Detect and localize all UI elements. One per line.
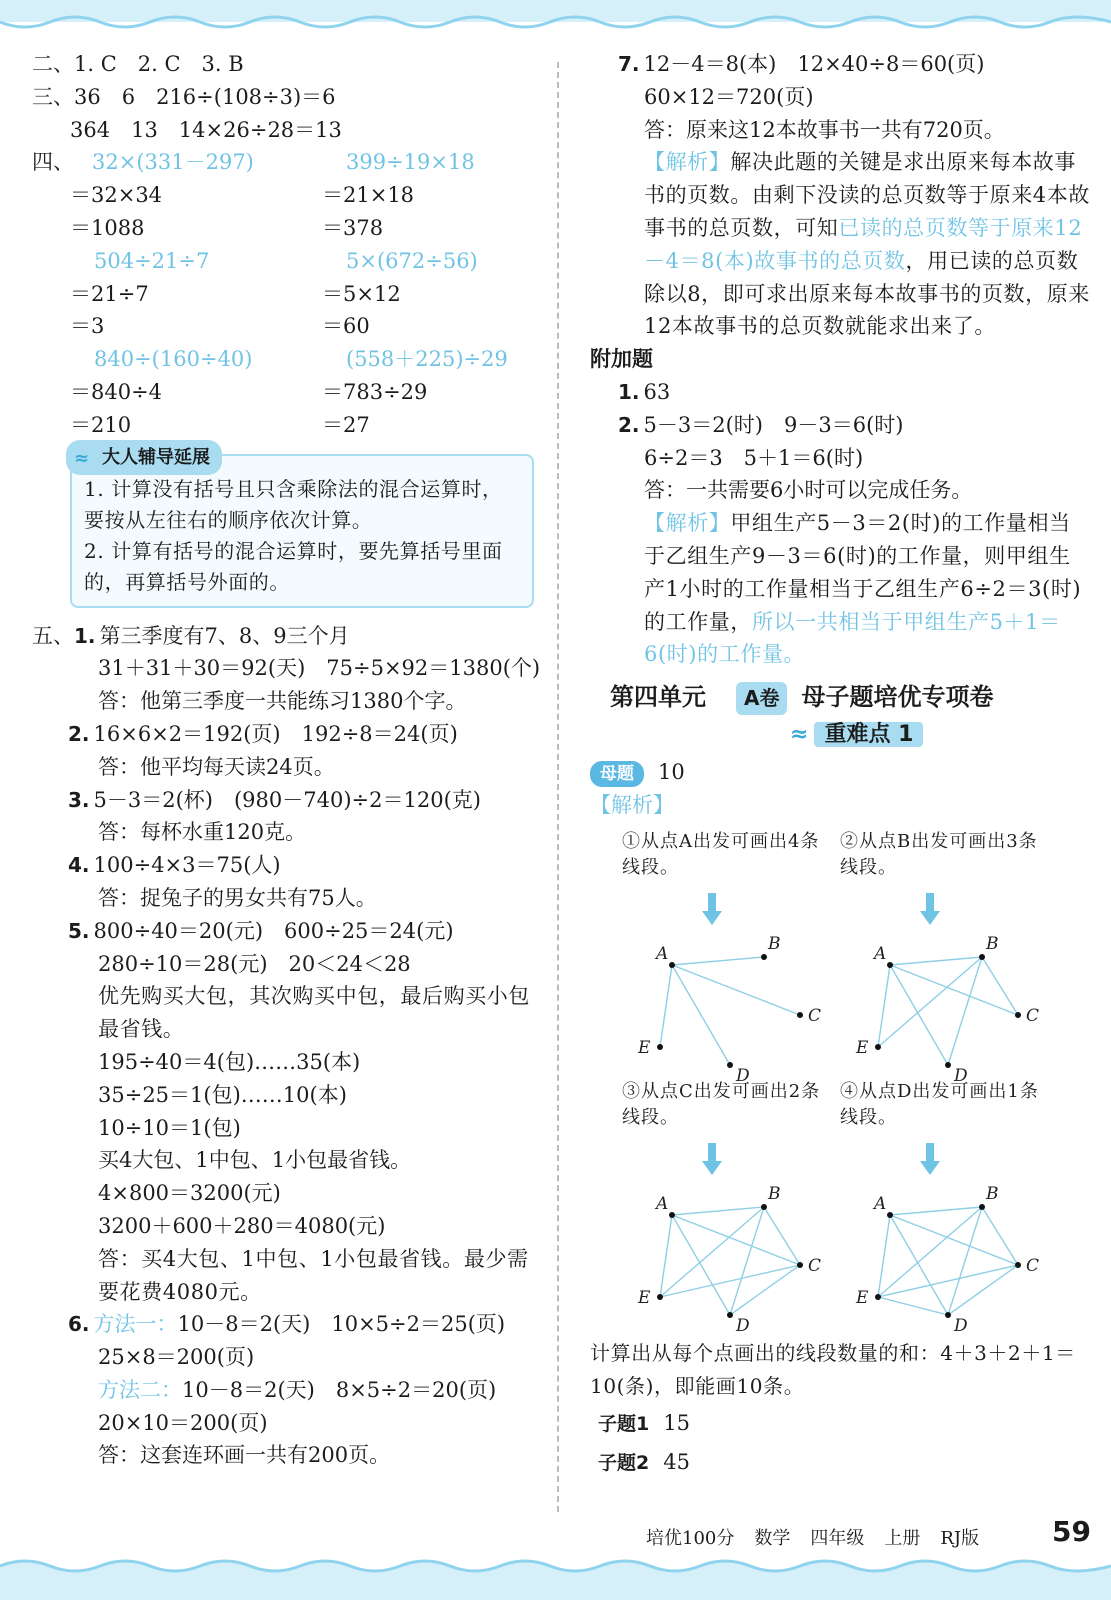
segment-AD: [672, 965, 730, 1065]
down-arrow-icon: [702, 1143, 722, 1177]
calc-d-step: ＝5×12: [322, 281, 401, 306]
graph-from-b: [848, 934, 1048, 1087]
unit-header: [610, 681, 1090, 715]
point-e: [875, 1044, 881, 1050]
section-3-line-1: 三、36 6 216÷(108÷3)＝6: [32, 84, 336, 109]
q7-answer: 答：原来这12本故事书一共有720页。: [644, 117, 1005, 142]
calc-a-step: ＝32×34: [70, 183, 163, 208]
line-segment-diagrams: [590, 827, 1090, 1337]
section-4-calculations: [32, 146, 542, 441]
calc-a-expression: 32×(331－297): [92, 150, 254, 175]
point-a: [887, 1212, 893, 1218]
step-1-text: ①从点A出发可画出4条线段。: [622, 831, 820, 879]
parent-tip-1: 1. 计算没有括号且只含乘除法的混合运算时，要按从左往右的顺序依次计算。: [84, 476, 503, 532]
calc-e-expression: 840÷(160÷40): [94, 347, 253, 372]
segment-DE: [878, 1297, 948, 1315]
point-label-e: E: [638, 1038, 651, 1059]
q7-analysis-tag: 【解析】: [644, 150, 731, 175]
point-c: [797, 1012, 803, 1018]
calc-c-expression: 504÷21÷7: [94, 248, 210, 273]
segment-CE: [660, 1265, 800, 1297]
mother-summary: 计算出从每个点画出的线段数量的和：4＋3＋2＋1＝10(条)，即能画10条。: [590, 1341, 1076, 1399]
extra-2-analysis: 【解析】甲组生产5－3＝2(时)的工作量相当于乙组生产9－3＝6(时)的工作量，则甲组生产1小时的工作量相当于乙组生产6÷2＝3(时)的工作量，所以一共相当于甲组生产5＋1＝6(时)的工作量。: [644, 511, 1082, 667]
segment-BC: [982, 1207, 1018, 1265]
q5-line-8: 4×800＝3200(元): [98, 1181, 281, 1206]
calc-a-result: ＝1088: [70, 215, 145, 240]
extra-2-answer: 答：一共需要6小时可以完成任务。: [644, 478, 973, 503]
point-d: [945, 1062, 951, 1068]
q5-answer: 答：买4大包、1中包、1小包最省钱。最少需要花费4080元。: [98, 1246, 529, 1304]
q5-line-6: 10÷10＝1(包): [98, 1115, 241, 1140]
extra-2-line-2: 6÷2＝3 5＋1＝6(时): [644, 445, 864, 470]
step-4-text: ④从点D出发可画出1条线段。: [840, 1081, 1039, 1129]
q4-answer: 答：捉兔子的男女共有75人。: [98, 885, 377, 910]
point-b: [979, 954, 985, 960]
point-label-a: A: [874, 944, 887, 965]
extra-heading: 附加题: [590, 347, 653, 372]
column-divider: [557, 62, 559, 1512]
point-label-c: C: [1026, 1006, 1040, 1027]
sub-question-1-answer: 15: [663, 1411, 690, 1436]
q5-line-3: 优先购买大包，其次购买中包，最后购买小包最省钱。: [98, 984, 530, 1042]
q1-line-1: 第三季度有7、8、9三个月: [99, 623, 350, 648]
point-e: [875, 1294, 881, 1300]
point-label-d: D: [954, 1066, 968, 1087]
calc-b-result: ＝378: [322, 215, 384, 240]
graph-from-a: [630, 934, 830, 1087]
footer-subject: 数学: [754, 1528, 791, 1549]
q7-analysis-highlight: 已读的总页数等于原来12－4＝8(本)故事书的总页数: [644, 215, 1083, 273]
point-c: [797, 1262, 803, 1268]
point-label-e: E: [856, 1288, 869, 1309]
point-b: [761, 1204, 767, 1210]
extra-2-analysis-highlight: 所以一共相当于甲组生产5＋1＝6(时)的工作量。: [644, 609, 1061, 667]
q6-line-3: 10－8＝2(天) 8×5÷2＝20(页): [182, 1377, 497, 1402]
segment-AC: [890, 1215, 1018, 1265]
q6-method-1: 方法一：: [93, 1312, 178, 1337]
graph-from-c: [630, 1184, 830, 1337]
point-label-b: B: [986, 1184, 999, 1205]
extra-2-line-1: 5－3＝2(时) 9－3＝6(时): [643, 412, 904, 437]
wave-icon: ≈: [74, 447, 90, 469]
unit-subtitle: 母子题培优专项卷: [801, 683, 994, 712]
sub-question-1-label: 子题1: [598, 1413, 650, 1436]
segment-AB: [672, 957, 764, 965]
point-label-d: D: [954, 1316, 968, 1337]
segment-AB: [890, 1207, 982, 1215]
point-label-d: D: [736, 1066, 750, 1087]
segment-AE: [878, 1215, 890, 1297]
parent-tips-box: [70, 446, 534, 608]
q7-analysis: 【解析】解决此题的关键是求出原来每本故事书的页数。由剩下没读的总页数等于原来4本故事书的总页数，可知已读的总页数等于原来12－4＝8(本)故事书的总页数，用已读的总页数除以8，即可求出原来每本故事书的页数，原来12本故事书的总页数就能求出来了。: [644, 150, 1090, 339]
extra-1-answer: 63: [643, 379, 671, 404]
down-arrow-icon: [702, 893, 722, 927]
q1-answer: 答：他第三季度一共能练习1380个字。: [98, 689, 467, 714]
segment-AC: [890, 965, 1018, 1015]
point-label-e: E: [856, 1038, 869, 1059]
segment-AC: [672, 1215, 800, 1265]
point-label-a: A: [874, 1194, 887, 1215]
segment-AB: [672, 1207, 764, 1215]
sub-question-2-label: 子题2: [598, 1452, 650, 1475]
graph-from-d: [848, 1184, 1048, 1337]
q2-answer: 答：他平均每天读24页。: [98, 754, 335, 779]
left-column: 二、1. C 2. C 3. B 三、36 6 216÷(108÷3)＝6 364 13 14×26÷28＝13 四、 32×(331－297) ＝32×34 ＝1088 504÷21÷7 ＝21÷7 ＝3 840÷(160÷40) ＝840÷4 ＝210 399÷19×18 ＝21×18 ＝378 5×(672÷56) ＝5×12 ＝60 (558＋225)÷29 ＝783÷29 ＝27 ≈ 大人辅导延展 1. 计算没有括号且只含乘除法的混合运算时，要按从左往右的顺序依次计算。 2. 计算有括号的混合运算时，要先算括号里面的，再算括号外面的。 五、1. 第三季度有7、8、9三个月 31＋31＋30＝92(天) 75÷5×92＝1380(个) 答：他第三季度一共能练习1380个字。 2. 16×6×2＝192(页) 192÷8＝24(页) 答：他平均每天读24页。 3. 5－3＝2(杯) (980－740)÷2＝120(克) 答：每杯水重120克。 4. 100÷4×3＝75(人) 答：捉兔子的男女共有75人。 5. 800÷40＝20(元) 600÷25＝24(元) 280÷10＝28(元) 20＜24＜28 优先购买大包，其次购买中包，最后购买小包最省钱。 195÷40＝4(包)……35(本) 35÷25＝1(包)……10(本) 10÷10＝1(包) 买4大包、1中包、1小包最省钱。 4×800＝3200(元) 3200＋600＋280＝4080(元) 答：买4大包、1中包、1小包最省钱。最少需要花费4080元。 6. 方法一：10－8＝2(天) 10×5÷2＝25(页) 25×8＝200(页) 方法二：10－8＝2(天) 8×5÷2＝20(页) 20×10＝200(页) 答：这套连环画一共有200页。: [32, 48, 542, 1472]
calc-f-expression: (558＋225)÷29: [346, 347, 508, 372]
q5-line-5: 35÷25＝1(包)……10(本): [98, 1082, 347, 1107]
section-3-line-2: 364 13 14×26÷28＝13: [70, 117, 342, 142]
calc-f-step: ＝783÷29: [322, 379, 428, 404]
q6-line-2: 25×8＝200(页): [98, 1345, 255, 1370]
q6-line-4: 20×10＝200(页): [98, 1410, 268, 1435]
segment-BD: [948, 957, 982, 1065]
point-label-c: C: [808, 1256, 822, 1277]
unit-title: 第四单元: [610, 683, 706, 712]
segment-BC: [764, 1207, 800, 1265]
footer-grade: 四年级: [810, 1528, 865, 1549]
segment-AD: [890, 965, 948, 1065]
mother-question-tag: 母题: [590, 761, 644, 787]
point-label-c: C: [808, 1006, 822, 1027]
calc-c-result: ＝3: [70, 314, 105, 339]
segment-BD: [730, 1207, 764, 1315]
calc-b-expression: 399÷19×18: [346, 150, 475, 175]
q6-line-1: 10－8＝2(天) 10×5÷2＝25(页): [177, 1312, 506, 1337]
q3-answer: 答：每杯水重120克。: [98, 820, 307, 845]
point-c: [1015, 1012, 1021, 1018]
point-d: [727, 1062, 733, 1068]
parent-tips-title: ≈ 大人辅导延展: [66, 440, 222, 475]
point-label-c: C: [1026, 1256, 1040, 1277]
point-label-d: D: [736, 1316, 750, 1337]
calc-b-step: ＝21×18: [322, 183, 415, 208]
point-a: [669, 1212, 675, 1218]
section-2-answers: 二、1. C 2. C 3. B: [32, 52, 244, 76]
segment-AB: [890, 957, 982, 965]
parent-tip-2: 2. 计算有括号的混合运算时，要先算括号里面的，再算括号外面的。: [84, 538, 503, 594]
footer-book: 培优100分: [646, 1528, 735, 1549]
right-column: 7. 12－4＝8(本) 12×40÷8＝60(页) 60×12＝720(页) 答：原来这12本故事书一共有720页。 【解析】解决此题的关键是求出原来每本故事书的页数。由剩下没读的总页数等于原来4本故事书的总页数，可知已读的总页数等于原来12－4＝8(本)故事书的总页数，用已读的总页数除以8，即可求出原来每本故事书的页数，原来12本故事书的总页数就能求出来了。 附加题 1. 63 2. 5－3＝2(时) 9－3＝6(时) 6÷2＝3 5＋1＝6(时) 答：一共需要6小时可以完成任务。 【解析】甲组生产5－3＝2(时)的工作量相当于乙组生产9－3＝6(时)的工作量，则甲组生产1小时的工作量相当于乙组生产6÷2＝3(时)的工作量，所以一共相当于甲组生产5＋1＝6(时)的工作量。 第四单元 A卷 母子题培优专项卷 ≈ 重难点 1 母题 10 【解析】 ①从点A出发可画出4条线段。 ②从点B出发可画出3条线段。 A B C D E A B C D E ③从点C出发可画出2条线段。 ④从点D出发可画出1条线段。 A B C D E A B C D E 计算出从每个点画出的线段数量的和：4＋3＋2＋1＝10(条)，即能画10条。 子题1 15 子题2 45: [590, 52, 1090, 1475]
point-label-a: A: [656, 944, 669, 965]
q4-line-1: 100÷4×3＝75(人): [93, 853, 281, 878]
q7-line-2: 60×12＝720(页): [644, 84, 814, 109]
wave-icon: ≈: [790, 721, 809, 747]
q5-line-9: 3200＋600＋280＝4080(元): [98, 1213, 386, 1238]
segment-BD: [948, 1207, 982, 1315]
q1-line-2: 31＋31＋30＝92(天) 75÷5×92＝1380(个): [98, 656, 541, 681]
segment-AE: [660, 1215, 672, 1297]
top-wave-border: [0, 0, 1111, 34]
segment-AC: [672, 965, 800, 1015]
point-label-a: A: [656, 1194, 669, 1215]
down-arrow-icon: [920, 893, 940, 927]
step-2-text: ②从点B出发可画出3条线段。: [840, 831, 1038, 879]
q6-method-2: 方法二：: [98, 1377, 182, 1402]
segment-AD: [890, 1215, 948, 1315]
q5-line-4: 195÷40＝4(包)……35(本): [98, 1049, 361, 1074]
point-a: [887, 962, 893, 968]
point-e: [657, 1044, 663, 1050]
section-4-label: 四、: [32, 150, 74, 175]
calc-d-result: ＝60: [322, 314, 370, 339]
mother-analysis-tag: 【解析】: [590, 792, 674, 817]
section-5-label: 五、: [32, 623, 74, 648]
q3-line-1: 5－3＝2(杯) (980－740)÷2＝120(克): [93, 787, 481, 812]
page-number: 59: [1052, 1515, 1091, 1548]
q5-line-2: 280÷10＝28(元) 20＜24＜28: [98, 951, 411, 976]
point-b: [979, 1204, 985, 1210]
point-c: [1015, 1262, 1021, 1268]
calc-c-step: ＝21÷7: [70, 281, 149, 306]
point-a: [669, 962, 675, 968]
down-arrow-icon: [920, 1143, 940, 1177]
q5-line-1: 800÷40＝20(元) 600÷25＝24(元): [93, 918, 454, 943]
calc-f-result: ＝27: [322, 412, 370, 437]
step-3-text: ③从点C出发可画出2条线段。: [622, 1081, 821, 1129]
segment-AD: [672, 1215, 730, 1315]
point-d: [945, 1312, 951, 1318]
bottom-wave-border: [0, 1550, 1111, 1600]
q6-answer: 答：这套连环画一共有200页。: [98, 1443, 391, 1468]
paper-badge: A卷: [736, 682, 787, 715]
point-label-b: B: [768, 1184, 781, 1205]
point-d: [727, 1312, 733, 1318]
q5-line-7: 买4大包、1中包、1小包最省钱。: [98, 1148, 412, 1173]
point-label-e: E: [638, 1288, 651, 1309]
calc-d-expression: 5×(672÷56): [346, 248, 478, 273]
page-footer: [646, 1524, 999, 1550]
calc-e-result: ＝210: [70, 412, 132, 437]
segment-BC: [982, 957, 1018, 1015]
point-label-b: B: [768, 934, 781, 955]
segment-AE: [878, 965, 890, 1047]
footer-edition: RJ版: [940, 1528, 980, 1549]
point-label-b: B: [986, 934, 999, 955]
key-point-header: ≈ 重难点 1: [790, 719, 1090, 752]
footer-volume: 上册: [884, 1528, 921, 1549]
segment-AE: [660, 965, 672, 1047]
calc-e-step: ＝840÷4: [70, 379, 163, 404]
mother-question-answer: 10: [658, 759, 685, 784]
q2-line-1: 16×6×2＝192(页) 192÷8＝24(页): [93, 721, 458, 746]
extra-2-analysis-tag: 【解析】: [644, 511, 731, 536]
q7-line-1: 12－4＝8(本) 12×40÷8＝60(页): [643, 52, 985, 76]
sub-question-2-answer: 45: [663, 1450, 690, 1475]
point-b: [761, 954, 767, 960]
point-e: [657, 1294, 663, 1300]
segment-CE: [878, 1265, 1018, 1297]
